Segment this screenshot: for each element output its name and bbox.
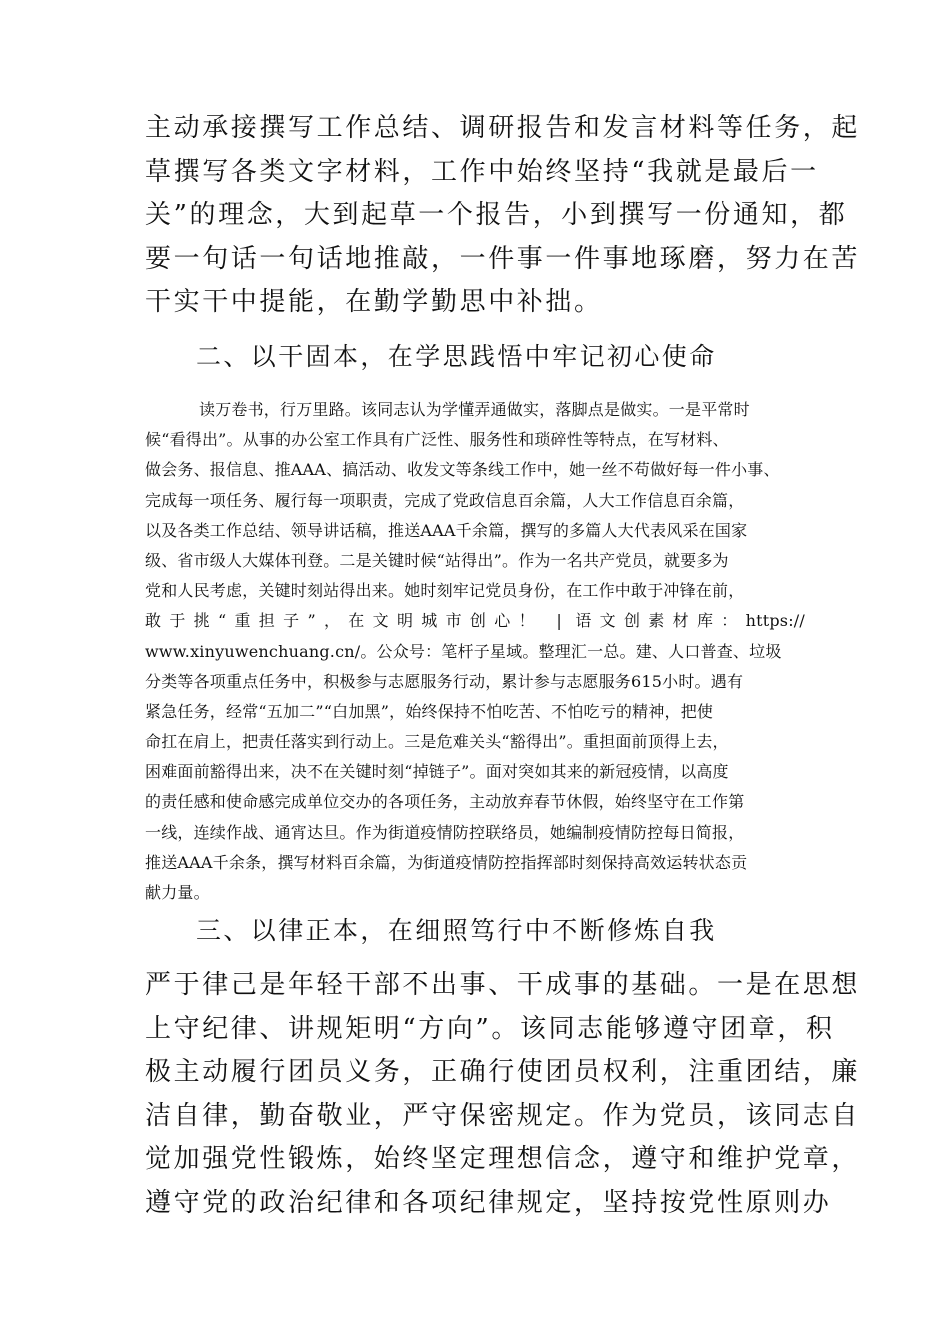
paragraph-duties	[145, 107, 861, 325]
text-line: 关”的理念，大到起草一个报告，小到撰写一份通知，都	[145, 200, 848, 230]
text-line: 候“看得出”。从事的办公室工作具有广泛性、服务性和琐碎性等特点，在写材料、	[145, 430, 729, 450]
text-line: 完成每一项任务、履行每一项职责，完成了党政信息百余篇，人大工作信息百余篇，	[145, 490, 745, 510]
text-line: 困难面前豁得出来，决不在关键时刻“掉链子”。面对突如其来的新冠疫情，以高度	[145, 762, 729, 782]
text-line: 读万卷书，行万里路。该同志认为学懂弄通做实，落脚点是做实。一是平常时	[199, 400, 750, 419]
text-line: 以及各类工作总结、领导讲话稿，推送AAA千余篇，撰写的多篇人大代表风采在国家	[145, 520, 748, 540]
text-line: 推送AAA千余条，撰写材料百余篇，为街道疫情防控指挥部时刻保持高效运转状态贡	[145, 852, 748, 872]
text-line: 要一句话一句话地推敲，一件事一件事地琢磨，努力在苦	[145, 243, 861, 274]
text-line: 党和人民考虑，关键时刻站得出来。她时刻牢记党员身份，在工作中敢于冲锋在前，	[145, 581, 745, 601]
text-line: 主动承接撰写工作总结、调研报告和发言材料等任务，起	[145, 113, 861, 143]
text-line: 做会务、报信息、推AAA、搞活动、收发文等条线工作中，她一丝不苟做好每一件小事、	[145, 460, 780, 480]
text-line: 命扛在肩上，把责任落实到行动上。三是危难关头“豁得出”。重担面前顶得上去，	[145, 732, 729, 752]
text-line: www.xinyuwenchuang.cn/。公众号：笔杆子星域。整理汇一总。建、人口普查、垃圾	[145, 641, 782, 661]
text-line: 敢于挑“重担子”，在文明城市创心！ | 语文创素材库：https://	[145, 611, 805, 631]
paragraph-practice	[145, 395, 805, 908]
paragraph-discipline	[145, 964, 861, 1225]
text-line: 草撰写各类文字材料，工作中始终坚持“我就是最后一	[145, 156, 819, 187]
text-line: 遵守党的政治纪律和各项纪律规定，坚持按党性原则办	[145, 1187, 832, 1218]
text-line: 级、省市级人大媒体刊登。二是关键时候“站得出”。作为一名共产党员，就要多为	[145, 550, 729, 570]
text-line: 紧急任务，经常“五加二”“白加黑”，始终保持不怕吃苦、不怕吃亏的精神，把使	[145, 701, 714, 721]
text-line: 极主动履行团员义务，正确行使团员权利，注重团结，廉	[145, 1057, 861, 1087]
text-line: 觉加强党性锻炼，始终坚定理想信念，遵守和维护党章，	[145, 1144, 861, 1174]
text-line: 的责任感和使命感完成单位交办的各项任务，主动放弃春节休假，始终坚守在工作第	[145, 792, 745, 812]
text-line: 上守纪律、讲规矩明“方向”。该同志能够遵守团章，积	[145, 1013, 835, 1044]
text-line: 洁自律，勤奋敬业，严守保密规定。作为党员，该同志自	[145, 1100, 861, 1131]
text-line: 献力量。	[145, 883, 210, 902]
text-line: 严于律己是年轻干部不出事、干成事的基础。一是在思想	[145, 970, 861, 1000]
text-line: 分类等各项重点任务中，积极参与志愿服务行动，累计参与志愿服务615小时。遇有	[145, 671, 744, 691]
text-line: 一线，连续作战、通宵达旦。作为街道疫情防控联络员，她编制疫情防控每日简报，	[145, 822, 745, 842]
section-heading-3: 三、以律正本，在细照笃行中不断修炼自我	[196, 916, 717, 945]
section-heading-2: 二、以干固本，在学思践悟中牢记初心使命	[196, 342, 717, 371]
text-line: 干实干中提能，在勤学勤思中补拙。	[145, 287, 603, 317]
